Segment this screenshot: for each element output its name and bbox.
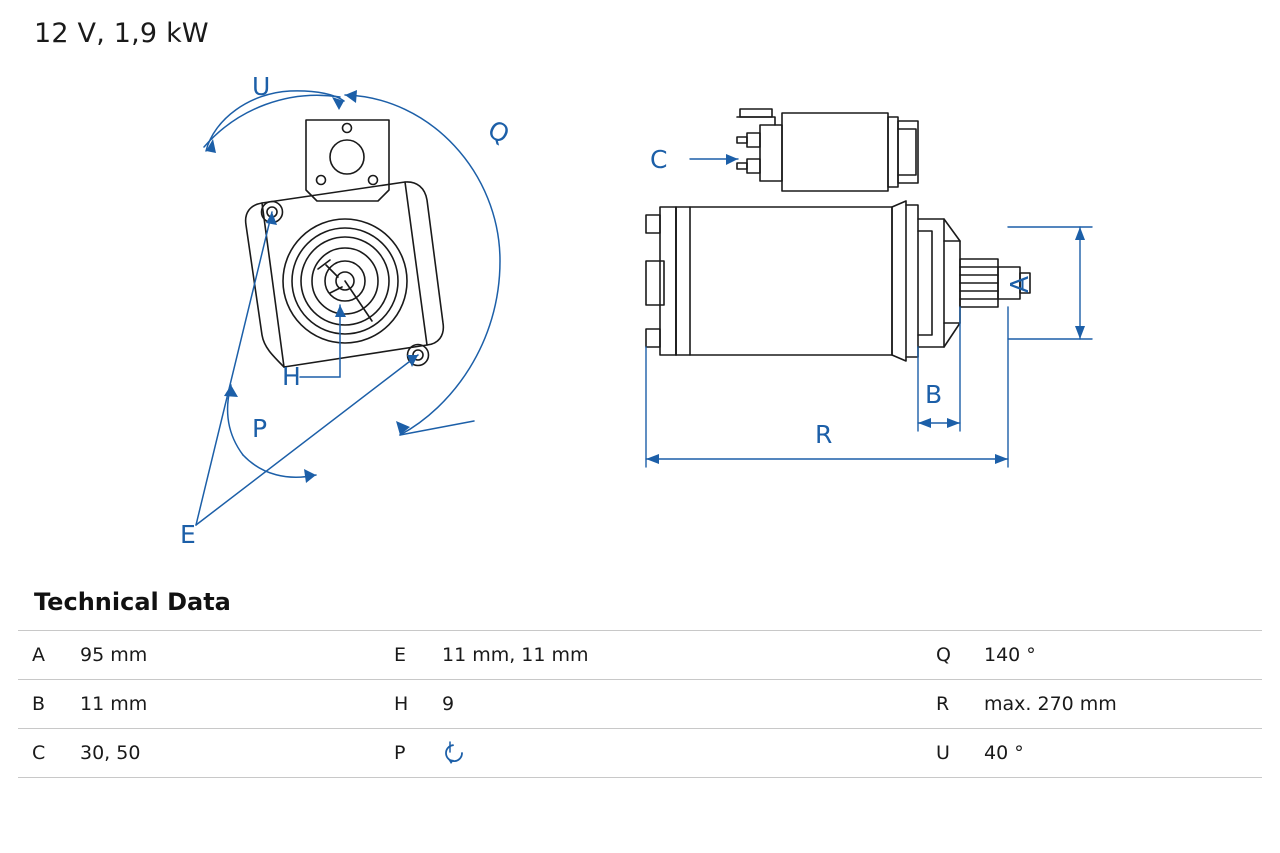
technical-data-heading: Technical Data [34,588,231,616]
row-key-b: B [18,680,66,729]
row-value-b: 11 mm [66,680,380,729]
label-b: B [925,380,943,409]
row-value-p [428,729,922,778]
page-title: 12 V, 1,9 kW [34,18,209,49]
row-key-p: P [380,729,428,778]
row-value-e: 11 mm, 11 mm [428,631,922,680]
label-h: H [282,362,301,391]
row-key-u: U [922,729,970,778]
row-value-u: 40 ° [970,729,1262,778]
rotation-direction-icon [442,740,468,766]
row-value-r: max. 270 mm [970,680,1262,729]
label-p: P [252,414,268,443]
row-key-q: Q [922,631,970,680]
row-key-r: R [922,680,970,729]
label-a: A [1005,275,1034,293]
row-value-h: 9 [428,680,922,729]
technical-data-table [18,630,1262,778]
label-c: C [650,145,668,174]
technical-drawing [0,55,1280,575]
table-row [18,729,1262,778]
label-r: R [815,420,833,449]
row-key-e: E [380,631,428,680]
label-u: U [252,72,271,101]
row-key-a: A [18,631,66,680]
table-row [18,631,1262,680]
label-e: E [180,520,196,549]
table-row [18,680,1262,729]
row-value-q: 140 ° [970,631,1262,680]
row-key-c: C [18,729,66,778]
row-value-a: 95 mm [66,631,380,680]
row-key-h: H [380,680,428,729]
label-q: Q [483,114,515,150]
row-value-c: 30, 50 [66,729,380,778]
